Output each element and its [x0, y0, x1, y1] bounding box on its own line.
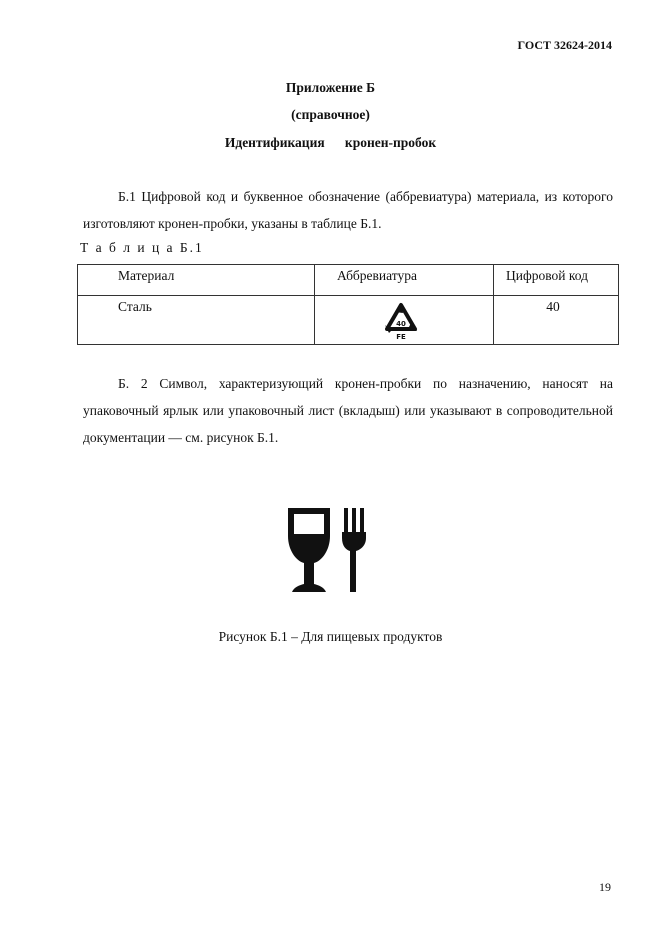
- glass-fork-icon: [284, 506, 374, 596]
- table-row: [78, 296, 619, 345]
- recycling-abbr: FE: [396, 333, 406, 341]
- cell-abbreviation: [315, 296, 494, 345]
- page-number: 19: [599, 880, 611, 894]
- figure-caption: Рисунок Б.1 – Для пищевых продуктов: [218, 629, 443, 644]
- recycling-code: 40: [396, 320, 406, 328]
- section-1-paragraph: [83, 183, 613, 237]
- appendix-type: (справочное): [291, 107, 370, 122]
- materials-table: [77, 264, 619, 345]
- cell-material: Сталь: [78, 296, 315, 345]
- appendix-name: Идентификация кронен-пробок: [224, 135, 437, 150]
- table-header-row: [78, 265, 619, 296]
- section-2-text: Б. 2 Символ, характеризующий кронен-пробки по назначению, наносят на упаковочный ярлык или упаковочный лист (вкладыш) или указывают в сопроводительной документации — см. рисунок Б.1.: [83, 376, 613, 445]
- table-caption: Т а б л и ц а Б.1: [80, 240, 204, 255]
- header-material: Материал: [78, 265, 315, 296]
- section-2-paragraph: [83, 370, 613, 451]
- cell-code: 40: [494, 296, 619, 345]
- header-code: Цифровой код: [494, 265, 619, 296]
- section-1-text: Б.1 Цифровой код и буквенное обозначение (аббревиатура) материала, из которого изготовляют кронен-пробки, указаны в таблице Б.1.: [83, 189, 613, 231]
- recycling-symbol-icon: [381, 299, 421, 341]
- header-abbreviation: Аббревиатура: [315, 265, 494, 296]
- appendix-title: Приложение Б: [285, 80, 376, 95]
- document-code: ГОСТ 32624-2014: [517, 38, 612, 52]
